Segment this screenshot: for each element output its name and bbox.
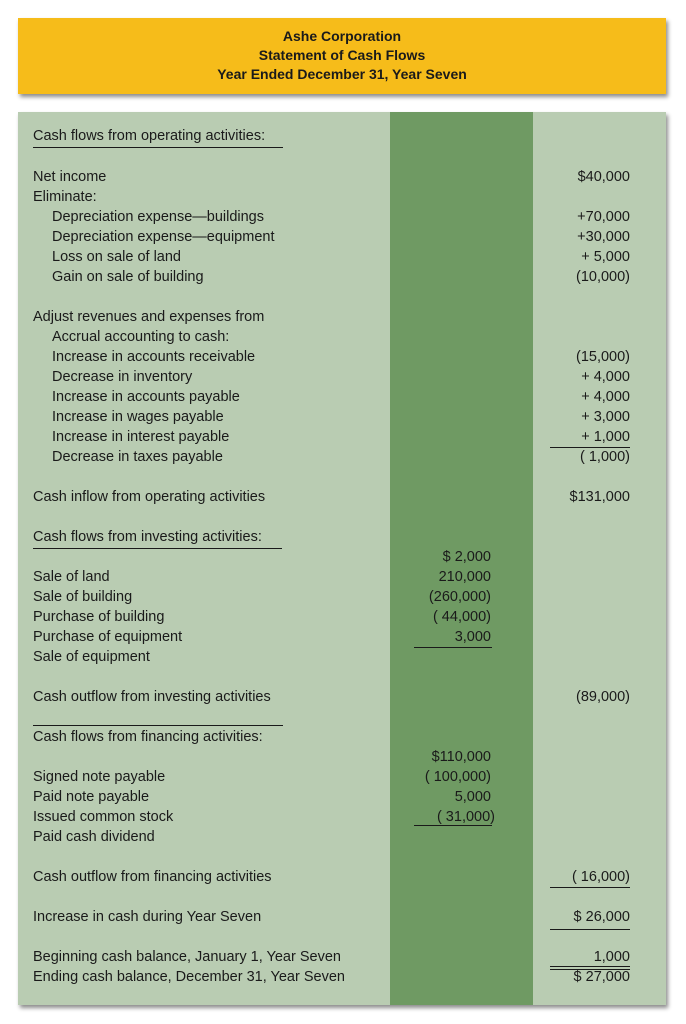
eliminate-item-label: Depreciation expense—equipment [52,229,275,245]
adjust-item-label: Decrease in taxes payable [52,449,223,465]
financing-amount: ( 100,000) [424,769,491,785]
adjust-sublabel: Accrual accounting to cash: [52,329,230,345]
statement-header [18,18,666,94]
statement-period: Year Ended December 31, Year Seven [217,66,467,82]
financing-subtotal-rule [414,825,492,826]
adjust-item-label: Increase in accounts receivable [52,349,256,365]
investing-total-label: Cash outflow from investing activities [33,689,271,705]
financing-item-label: Issued common stock [33,809,174,825]
investing-item-label: Purchase of building [33,609,165,625]
net-income-label: Net income [33,169,107,185]
eliminate-item-label: Gain on sale of building [52,269,204,285]
adjust-item-label: Increase in accounts payable [52,389,240,405]
eliminate-item-value: + 5,000 [581,249,630,265]
adjust-item-label: Decrease in inventory [52,369,193,385]
investing-amount: $ 2,000 [442,549,491,565]
eliminate-item-label: Loss on sale of land [52,249,181,265]
operating-total-label: Cash inflow from operating activities [33,489,266,505]
financing-amount: 5,000 [454,789,491,805]
operating-total-value: $131,000 [569,489,630,505]
net-income-value: $40,000 [577,169,630,185]
investing-amount: 210,000 [438,569,491,585]
investing-total-value: (89,000) [575,689,630,705]
adjust-item-value: + 1,000 [581,429,630,445]
investing-item-label: Sale of building [33,589,133,605]
financing-total-label: Cash outflow from financing activities [33,869,272,885]
operating-heading: Cash flows from operating activities: [33,128,266,144]
investing-amount: (260,000) [428,589,491,605]
investing-heading-underline [33,548,282,549]
financing-heading-overline [33,725,283,726]
ending-balance-value: $ 27,000 [573,969,630,985]
investing-item-label: Sale of equipment [33,649,150,665]
financing-total-rule [550,887,630,888]
eliminate-item-label: Depreciation expense—buildings [52,209,264,225]
financing-heading: Cash flows from financing activities: [33,729,263,745]
company-name: Ashe Corporation [282,28,402,44]
operating-heading-underline [33,147,283,148]
increase-label: Increase in cash during Year Seven [33,909,262,925]
adjust-item-value: (15,000) [575,349,630,365]
ending-balance-label: Ending cash balance, December 31, Year Seven [33,969,345,985]
investing-amount: ( 44,000) [432,609,491,625]
adjust-item-value: + 4,000 [581,389,630,405]
increase-value: $ 26,000 [573,909,630,925]
adjust-item-value: + 3,000 [581,409,630,425]
adjust-item-label: Increase in interest payable [52,429,230,445]
eliminate-item-value: (10,000) [575,269,630,285]
beginning-balance-label: Beginning cash balance, January 1, Year Seven [33,949,341,965]
eliminate-item-value: +70,000 [577,209,630,225]
investing-item-label: Purchase of equipment [33,629,183,645]
financing-item-label: Paid note payable [33,789,150,805]
adjust-item-value: ( 1,000) [580,449,630,465]
investing-subtotal-rule [414,647,492,648]
financing-total-value: ( 16,000) [571,869,630,885]
financing-item-label: Paid cash dividend [33,829,155,845]
investing-amount: 3,000 [454,629,491,645]
eliminate-item-value: +30,000 [577,229,630,245]
investing-heading: Cash flows from investing activities: [33,529,262,545]
adjust-item-value: + 4,000 [581,369,630,385]
financing-amount: ( 31,000) [436,809,495,825]
investing-item-label: Sale of land [33,569,110,585]
financing-amount: $110,000 [431,749,491,765]
eliminate-label: Eliminate: [33,189,97,205]
statement-title: Statement of Cash Flows [258,47,426,63]
increase-total-rule [550,929,630,930]
adjust-label: Adjust revenues and expenses from [33,309,265,325]
financing-item-label: Signed note payable [33,769,166,785]
beginning-balance-value: 1,000 [593,949,630,965]
adjust-item-label: Increase in wages payable [52,409,224,425]
